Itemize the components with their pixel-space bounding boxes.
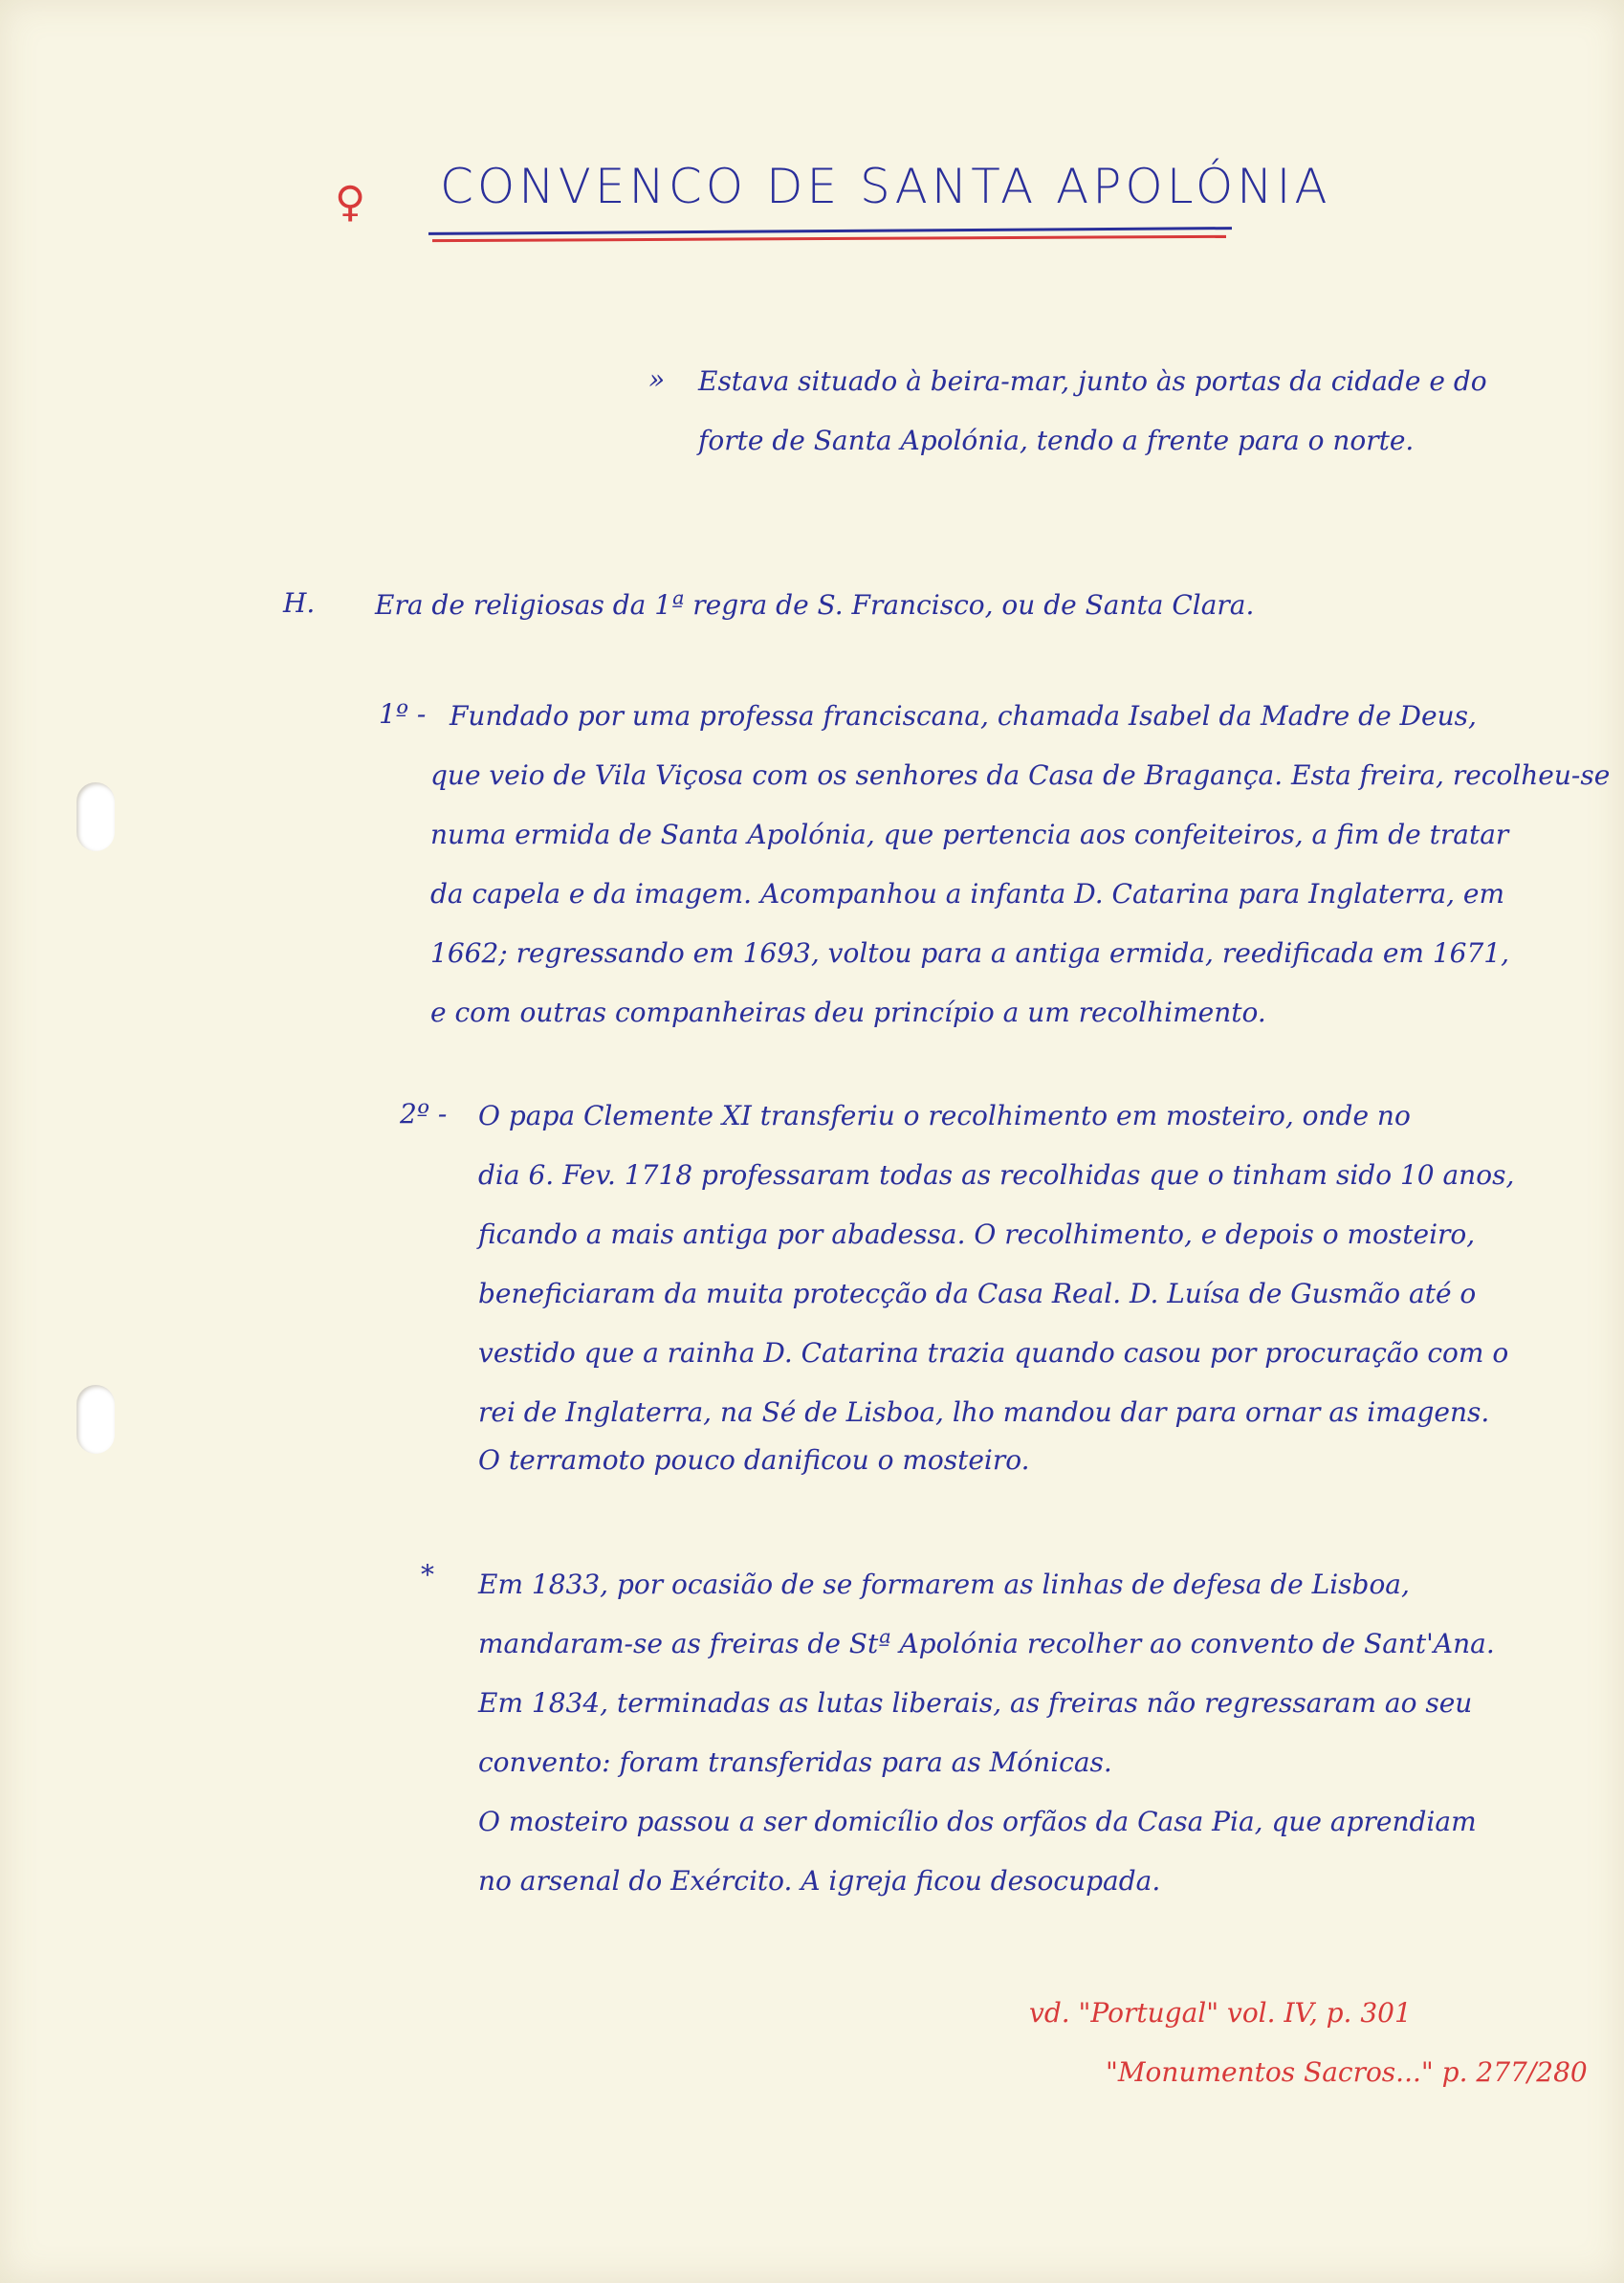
punch-hole-lower <box>77 1385 115 1454</box>
section-star-line: convento: foram transferidas para as Mónicas. <box>478 1746 1112 1778</box>
page-title: CONVENCO DE SANTA APOLÓNIA <box>440 159 1331 214</box>
section-star-line: no arsenal do Exército. A igreja ficou desocupada. <box>478 1865 1161 1897</box>
section-2-line: beneficiaram da muita protecção da Casa Real. D. Luísa de Gusmão até o <box>478 1278 1477 1309</box>
section-1-marker: 1º - <box>379 698 427 730</box>
section-2-earthquake-note <box>478 1431 1030 1490</box>
section-1-line: Fundado por uma professa franciscana, chamada Isabel da Madre de Deus, <box>450 700 1477 732</box>
section-2-line: ficando a mais antiga por abadessa. O recolhimento, e depois o mosteiro, <box>478 1218 1476 1250</box>
intro-line: Estava situado à beira-mar, junto às portas da cidade e do <box>698 365 1487 397</box>
reference-line: vd. "Portugal" vol. IV, p. 301 <box>1029 1997 1412 2029</box>
title-underline-red <box>432 235 1226 242</box>
section-h-text <box>375 576 1254 635</box>
section-2-line: O papa Clemente XI transferiu o recolhimento em mosteiro, onde no <box>478 1100 1411 1131</box>
references-block <box>1029 1984 1588 2102</box>
section-2-line: vestido que a rainha D. Catarina trazia quando casou por procuração com o <box>478 1337 1509 1369</box>
section-2-paragraph <box>478 1087 1514 1442</box>
section-h-line: Era de religiosas da 1ª regra de S. Francisco, ou de Santa Clara. <box>375 589 1255 621</box>
intro-paragraph <box>698 352 1487 471</box>
section-2-line: dia 6. Fev. 1718 professaram todas as recolhidas que o tinham sido 10 anos, <box>478 1159 1515 1191</box>
section-1-line: da capela e da imagem. Acompanhou a infanta D. Catarina para Inglaterra, em <box>430 878 1505 910</box>
section-1-line: e com outras companheiras deu princípio a um recolhimento. <box>430 997 1266 1028</box>
reference-line: "Monumentos Sacros..." p. 277/280 <box>1106 2056 1588 2088</box>
section-star-marker: * <box>421 1559 434 1591</box>
section-star-paragraph <box>478 1555 1495 1911</box>
section-1-line: que veio de Vila Viçosa com os senhores da Casa de Bragança. Esta freira, recolheu-se <box>430 759 1611 791</box>
section-2-marker: 2º - <box>400 1098 448 1130</box>
section-1-line: 1662; regressando em 1693, voltou para a antiga ermida, reedificada em 1671, <box>430 937 1509 969</box>
section-star-line: mandaram-se as freiras de Stª Apolónia recolher ao convento de Sant'Ana. <box>478 1628 1495 1659</box>
section-1-paragraph-cont <box>430 746 1610 1043</box>
section-1-line: numa ermida de Santa Apolónia, que pertencia aos confeiteiros, a fim de tratar <box>430 819 1509 850</box>
section-star-line: O mosteiro passou a ser domicílio dos orfãos da Casa Pia, que aprendiam <box>478 1806 1477 1837</box>
title-underline-blue <box>428 227 1232 235</box>
section-star-line: Em 1833, por ocasião de se formarem as linhas de defesa de Lisboa, <box>478 1569 1410 1600</box>
intro-bullet: » <box>648 363 666 395</box>
section-2-after-line: O terramoto pouco danificou o mosteiro. <box>478 1444 1030 1476</box>
female-symbol-icon: ♀ <box>335 178 366 227</box>
punch-hole-upper <box>77 782 115 851</box>
section-h-marker: H. <box>283 587 316 619</box>
section-1-paragraph <box>450 687 1477 746</box>
intro-line: forte de Santa Apolónia, tendo a frente para o norte. <box>698 425 1415 456</box>
section-2-line: rei de Inglaterra, na Sé de Lisboa, lho mandou dar para ornar as imagens. <box>478 1396 1490 1428</box>
section-star-line: Em 1834, terminadas as lutas liberais, as freiras não regressaram ao seu <box>478 1687 1473 1719</box>
